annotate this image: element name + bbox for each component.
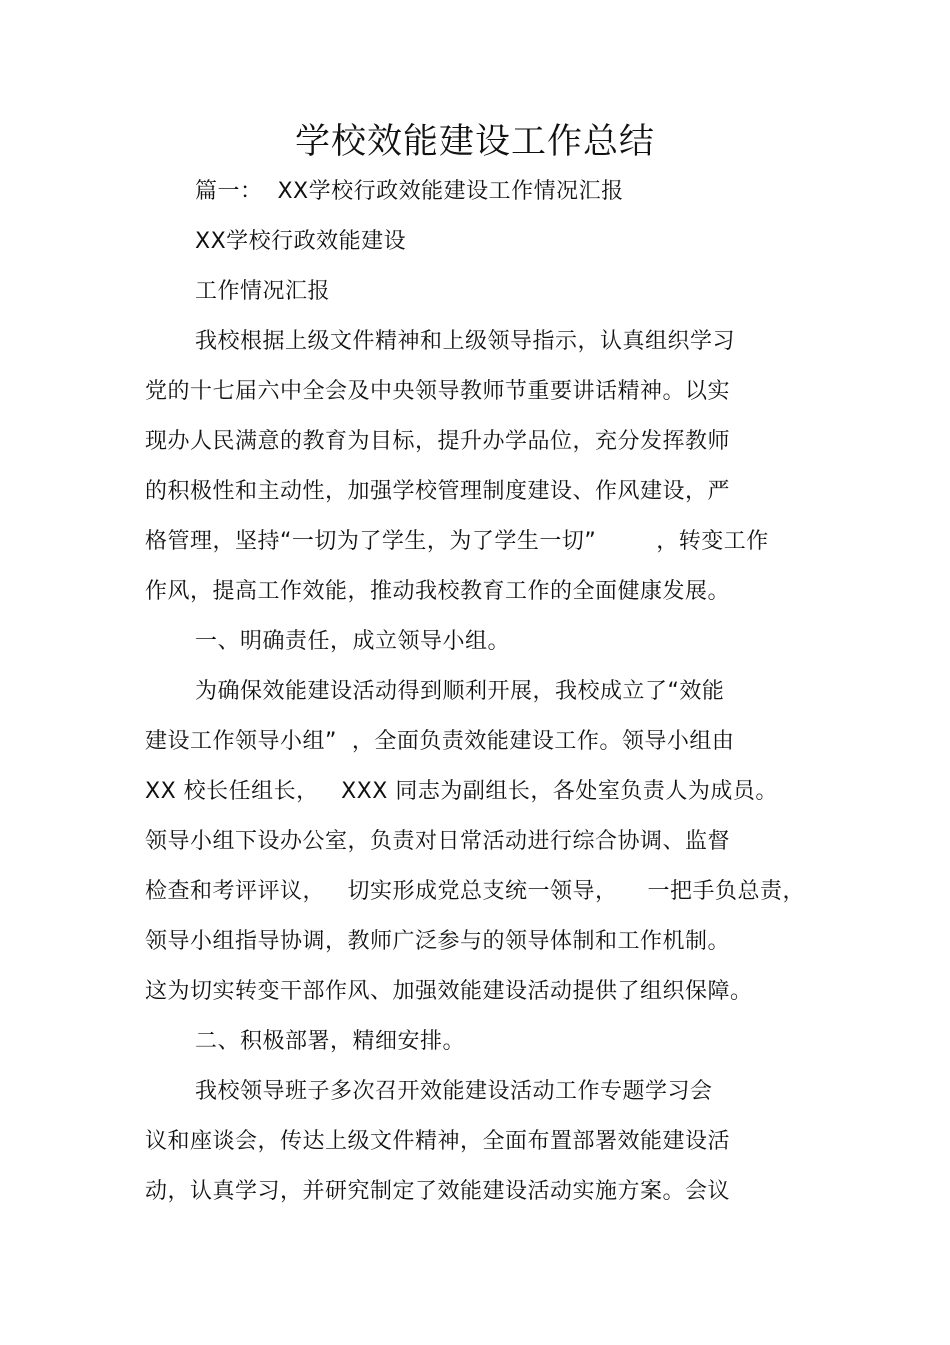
paragraph-line: 格管理，坚持“一切为了学生，为了学生一切” ，转变工作 (145, 529, 769, 554)
paragraph-line: 领导小组下设办公室，负责对日常活动进行综合协调、监督 (145, 829, 731, 854)
paragraph-line: 为确保效能建设活动得到顺利开展，我校成立了“效能 (195, 679, 725, 704)
section-heading: 二、积极部署，精细安排。 (195, 1029, 466, 1054)
paragraph-line: 我校领导班子多次召开效能建设活动工作专题学习会 (195, 1079, 713, 1104)
paragraph-line: 这为切实转变干部作风、加强效能建设活动提供了组织保障。 (145, 979, 753, 1004)
document-title: 学校效能建设工作总结 (294, 122, 655, 162)
paragraph-line: 动，认真学习，并研究制定了效能建设活动实施方案。会议 (145, 1179, 731, 1204)
paragraph-line: 现办人民满意的教育为目标，提升办学品位，充分发挥教师 (145, 429, 731, 454)
subheading: XX学校行政效能建设 (195, 229, 407, 254)
paragraph-line: 建设工作领导小组” ，全面负责效能建设工作。领导小组由 (145, 729, 735, 754)
paragraph-line: 作风，提高工作效能，推动我校教育工作的全面健康发展。 (145, 579, 731, 604)
paragraph-line: 议和座谈会，传达上级文件精神，全面布置部署效能建设活 (145, 1129, 731, 1154)
paragraph-line: 的积极性和主动性，加强学校管理制度建设、作风建设，严 (145, 479, 731, 504)
section-heading: 篇一： XX学校行政效能建设工作情况汇报 (195, 179, 624, 204)
paragraph-line: 我校根据上级文件精神和上级领导指示，认真组织学习 (195, 329, 736, 354)
paragraph-line: 党的十七届六中全会及中央领导教师节重要讲话精神。以实 (145, 379, 731, 404)
paragraph-line: XX 校长任组长， XXX 同志为副组长，各处室负责人为成员。 (145, 779, 778, 804)
section-heading: 一、明确责任，成立领导小组。 (195, 629, 511, 654)
paragraph-line: 检查和考评评议， 切实形成党总支统一领导， 一把手负总责， (145, 879, 805, 904)
paragraph-line: 领导小组指导协调，教师广泛参与的领导体制和工作机制。 (145, 929, 731, 954)
subheading: 工作情况汇报 (195, 279, 331, 304)
